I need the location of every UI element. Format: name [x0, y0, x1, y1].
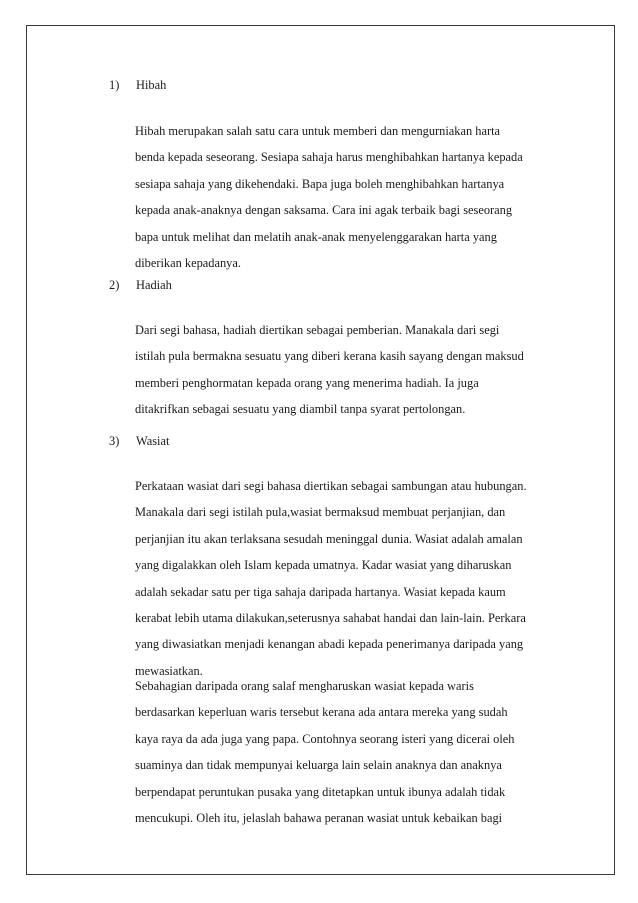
section-title: Hadiah: [136, 278, 172, 292]
paragraph-wasiat-2: [135, 673, 555, 831]
section-number: 2): [109, 278, 120, 292]
section-heading-hibah: [109, 77, 166, 93]
section-title: Wasiat: [136, 434, 170, 448]
text-line: berpendapat peruntukan pusaka yang ditetapkan untuk ibunya adalah tidak: [135, 784, 506, 799]
section-heading-hadiah: [109, 277, 172, 293]
text-line: perjanjian itu akan terlaksana sesudah meninggal dunia. Wasiat adalah amalan: [135, 531, 523, 546]
text-line: istilah pula bermakna sesuatu yang diberi kerana kasih sayang dengan maksud: [135, 349, 524, 364]
section-title: Hibah: [136, 78, 167, 92]
text-line: Hibah merupakan salah satu cara untuk memberi dan mengurniakan harta: [135, 124, 501, 138]
text-line: bapa untuk melihat dan melatih anak-anak menyelenggarakan harta yang: [135, 229, 497, 244]
text-line: memberi penghormatan kepada orang yang menerima hadiah. Ia juga: [135, 375, 479, 390]
text-line: yang digalakkan oleh Islam kepada umatnya. Kadar wasiat yang diharuskan: [135, 558, 512, 573]
section-heading-wasiat: [109, 433, 169, 449]
text-line: ditakrifkan sebagai sesuatu yang diambil tanpa syarat pertolongan.: [135, 402, 466, 417]
text-line: berdasarkan keperluan waris tersebut kerana ada antara mereka yang sudah: [135, 705, 508, 720]
section-number: 1): [109, 78, 120, 92]
paragraph-hadiah: [135, 317, 555, 423]
text-line: Manakala dari segi istilah pula,wasiat bermaksud membuat perjanjian, dan: [135, 505, 506, 520]
text-line: kepada anak-anaknya dengan saksama. Cara ini agak terbaik bagi seseorang: [135, 203, 513, 218]
text-line: kaya raya da ada juga yang papa. Contohnya seorang isteri yang dicerai oleh: [135, 731, 515, 746]
text-line: adalah sekadar satu per tiga sahaja daripada hartanya. Wasiat kepada kaum: [135, 584, 506, 599]
text-line: diberikan kepadanya.: [135, 256, 241, 271]
section-number: 3): [109, 434, 120, 448]
paragraph-wasiat-1: [135, 473, 555, 684]
text-line: Perkataan wasiat dari segi bahasa diertikan sebagai sambungan atau hubungan.: [135, 479, 527, 493]
text-line: yang diwasiatkan menjadi kenangan abadi kepada penerimanya daripada yang: [135, 637, 524, 652]
text-line: Dari segi bahasa, hadiah diertikan sebagai pemberian. Manakala dari segi: [135, 323, 500, 337]
text-line: mencukupi. Oleh itu, jelaslah bahawa peranan wasiat untuk kebaikan bagi: [135, 811, 503, 826]
text-line: benda kepada seseorang. Sesiapa sahaja harus menghibahkan hartanya kepada: [135, 150, 523, 165]
text-line: mewasiatkan.: [135, 663, 203, 678]
text-line: suaminya dan tidak mempunyai keluarga lain selain anaknya dan anaknya: [135, 758, 502, 773]
text-line: sesiapa sahaja yang dikehendaki. Bapa juga boleh menghibahkan hartanya: [135, 176, 505, 191]
text-line: Sebahagian daripada orang salaf mengharuskan wasiat kepada waris: [135, 679, 474, 693]
paragraph-hibah: [135, 118, 555, 276]
text-line: kerabat lebih utama dilakukan,seterusnya sahabat handai dan lain-lain. Perkara: [135, 611, 526, 626]
